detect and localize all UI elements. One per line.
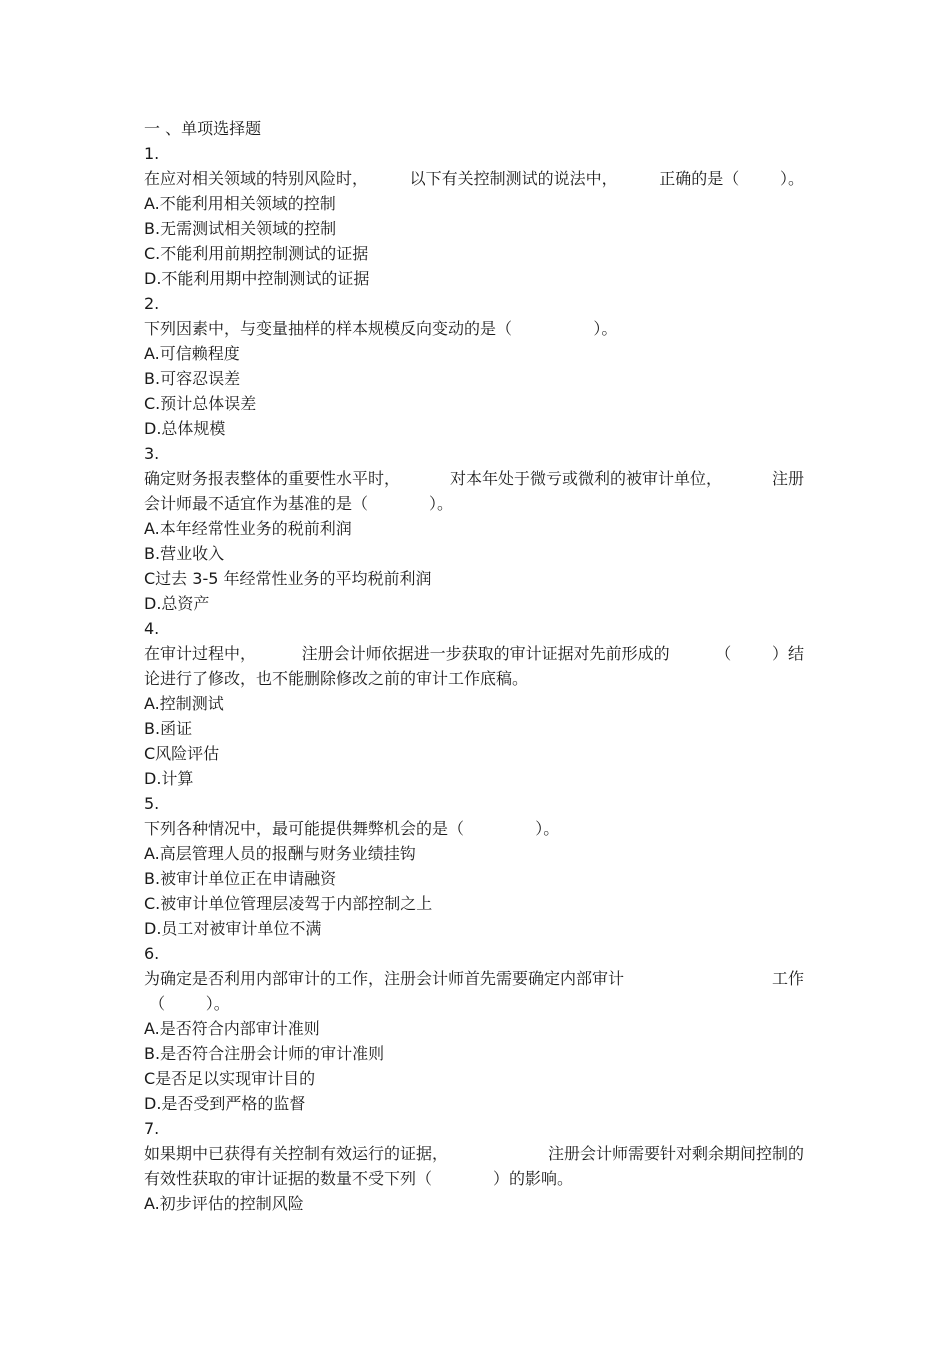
answer-option: A.本年经常性业务的税前利润 [144, 519, 352, 538]
answer-option: A.可信赖程度 [144, 344, 240, 363]
answer-option: B.营业收入 [144, 544, 225, 563]
answer-option: B.函证 [144, 719, 193, 738]
question-block [144, 441, 808, 616]
answer-option: A.不能利用相关领域的控制 [144, 194, 336, 213]
question-number: 6. [144, 944, 160, 963]
question-stem-text: 有效性获取的审计证据的数量不受下列（ ）的影响。 [144, 1169, 574, 1188]
question-stem-text: 工作 [771, 969, 804, 988]
question-number: 4. [144, 619, 160, 638]
answer-option: B.可容忍误差 [144, 369, 241, 388]
answer-option: D.是否受到严格的监督 [144, 1094, 306, 1113]
question-stem-line [144, 991, 808, 1016]
questions-container [144, 141, 808, 1216]
answer-option: B.无需测试相关领域的控制 [144, 219, 337, 238]
question-stem-line [144, 491, 808, 516]
question-stem-line [144, 641, 804, 666]
question-block [144, 941, 808, 1116]
question-stem-text: 在应对相关领域的特别风险时， [144, 169, 369, 188]
answer-option: B.被审计单位正在申请融资 [144, 869, 337, 888]
question-number: 5. [144, 794, 160, 813]
answer-option: C风险评估 [144, 744, 220, 763]
question-stem-text: 注册 [771, 469, 804, 488]
question-stem-text: 论进行了修改，也不能删除修改之前的审计工作底稿。 [144, 669, 529, 688]
section-title: 一 、单项选择题 [144, 119, 262, 138]
question-stem-text: 正确的是（ ）。 [659, 169, 804, 188]
question-list [144, 116, 808, 1216]
answer-option: D.总资产 [144, 594, 210, 613]
answer-option: C过去 3-5 年经常性业务的平均税前利润 [144, 569, 432, 588]
question-stem-text: （ ）。 [144, 994, 230, 1013]
question-stem-line [144, 966, 804, 991]
answer-option: C是否足以实现审计目的 [144, 1069, 316, 1088]
question-stem-text: 下列各种情况中，最可能提供舞弊机会的是（ ）。 [144, 819, 560, 838]
answer-option: D.不能利用期中控制测试的证据 [144, 269, 370, 288]
question-stem-text: （ ）结 [715, 644, 804, 663]
answer-option: C.预计总体误差 [144, 394, 257, 413]
answer-option: A.初步评估的控制风险 [144, 1194, 304, 1213]
question-number: 7. [144, 1119, 160, 1138]
question-stem-text: 如果期中已获得有关控制有效运行的证据， [144, 1144, 449, 1163]
question-stem-line [144, 166, 804, 191]
question-stem-text: 为确定是否利用内部审计的工作，注册会计师首先需要确定内部审计 [144, 969, 625, 988]
question-stem-text: 会计师最不适宜作为基准的是（ ）。 [144, 494, 454, 513]
question-block [144, 1116, 808, 1216]
question-stem-text: 在审计过程中， [144, 644, 257, 663]
question-stem-text: 注册会计师需要针对剩余期间控制的 [547, 1144, 804, 1163]
question-stem-text: 注册会计师依据进一步获取的审计证据对先前形成的 [301, 644, 670, 663]
answer-option: C.被审计单位管理层凌驾于内部控制之上 [144, 894, 433, 913]
question-stem-text: 对本年处于微亏或微利的被审计单位， [449, 469, 722, 488]
answer-option: A.高层管理人员的报酬与财务业绩挂钩 [144, 844, 416, 863]
answer-option: A.控制测试 [144, 694, 224, 713]
question-stem-line [144, 1141, 804, 1166]
answer-option: A.是否符合内部审计准则 [144, 1019, 320, 1038]
question-number: 3. [144, 444, 160, 463]
question-stem-text: 以下有关控制测试的说法中， [409, 169, 618, 188]
question-stem-line [144, 666, 808, 691]
answer-option: D.总体规模 [144, 419, 226, 438]
question-block [144, 791, 808, 941]
question-number: 1. [144, 144, 160, 163]
question-stem-text: 下列因素中，与变量抽样的样本规模反向变动的是（ ）。 [144, 319, 618, 338]
question-block [144, 616, 808, 791]
answer-option: D.计算 [144, 769, 194, 788]
question-stem-text: 确定财务报表整体的重要性水平时， [144, 469, 401, 488]
answer-option: C.不能利用前期控制测试的证据 [144, 244, 369, 263]
question-stem-line [144, 316, 808, 341]
answer-option: D.员工对被审计单位不满 [144, 919, 322, 938]
question-block [144, 291, 808, 441]
question-number: 2. [144, 294, 160, 313]
answer-option: B.是否符合注册会计师的审计准则 [144, 1044, 385, 1063]
question-stem-line [144, 816, 808, 841]
question-stem-line [144, 1166, 808, 1191]
question-stem-line [144, 466, 804, 491]
question-block [144, 141, 808, 291]
